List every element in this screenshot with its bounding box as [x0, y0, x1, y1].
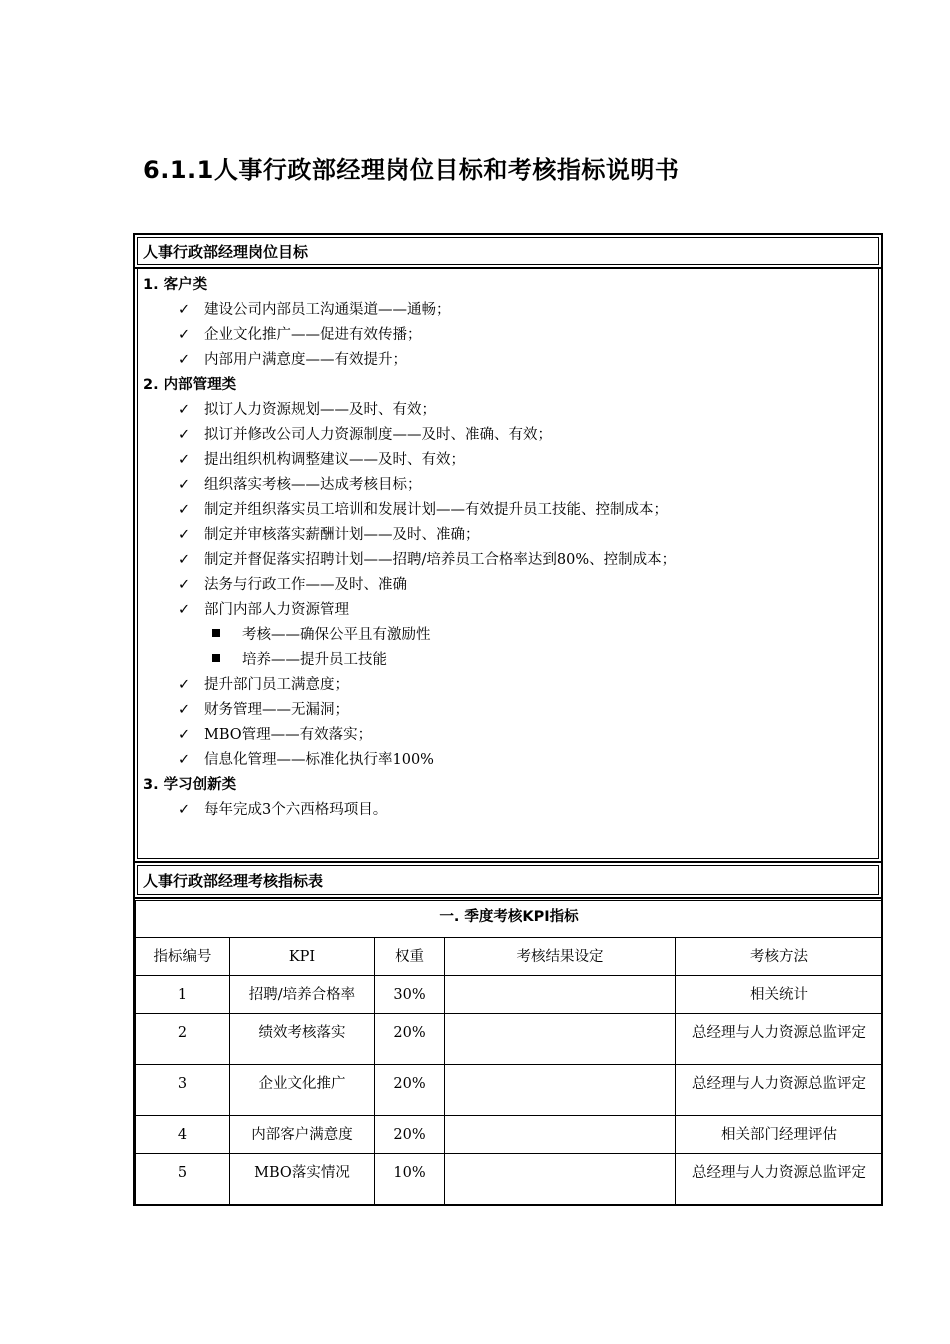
- list-item: ✓ 组织落实考核——达成考核目标；: [178, 477, 422, 493]
- table-row: [136, 1014, 883, 1065]
- kpi-subheader: 一. 季度考核KPI指标: [136, 901, 883, 938]
- list-item: ✓ 建设公司内部员工沟通渠道——通畅；: [178, 302, 451, 318]
- list-item: ✓ MBO管理——有效落实；: [178, 727, 373, 743]
- table-cell: 内部客户满意度: [230, 1116, 375, 1154]
- check-icon: ✓: [178, 427, 191, 443]
- check-icon: ✓: [178, 402, 191, 418]
- goals-header-box: [133, 233, 883, 269]
- table-cell: 20%: [375, 1014, 445, 1065]
- table-cell: [445, 1154, 676, 1205]
- list-item: ✓ 企业文化推广——促进有效传播；: [178, 327, 422, 343]
- list-item: ✓ 部门内部人力资源管理: [178, 602, 349, 618]
- table-row: [136, 1065, 883, 1116]
- kpi-table: [135, 900, 883, 1205]
- list-item: ✓ 提出组织机构调整建议——及时、有效；: [178, 452, 465, 468]
- list-item: ✓ 制定并督促落实招聘计划——招聘/培养员工合格率达到80%、控制成本；: [178, 552, 677, 568]
- goals-header: 人事行政部经理岗位目标: [143, 243, 309, 261]
- category-label: 2. 内部管理类: [143, 377, 237, 393]
- table-cell: 企业文化推广: [230, 1065, 375, 1116]
- list-item: ✓ 制定并审核落实薪酬计划——及时、准确；: [178, 527, 480, 543]
- column-header: 指标编号: [136, 938, 230, 976]
- table-cell: 总经理与人力资源总监评定: [676, 1014, 883, 1065]
- column-header: KPI: [230, 938, 375, 976]
- list-item: ✓ 每年完成3个六西格玛项目。: [178, 802, 388, 818]
- table-cell: 5: [136, 1154, 230, 1205]
- page-title: 6.1.1人事行政部经理岗位目标和考核指标说明书: [143, 156, 680, 184]
- list-item: ✓ 财务管理——无漏洞；: [178, 702, 349, 718]
- table-cell: 3: [136, 1065, 230, 1116]
- table-cell: 相关部门经理评估: [676, 1116, 883, 1154]
- table-cell: 10%: [375, 1154, 445, 1205]
- table-cell: [445, 1116, 676, 1154]
- list-item: ✓ 拟订并修改公司人力资源制度——及时、准确、有效；: [178, 427, 552, 443]
- check-icon: ✓: [178, 577, 191, 593]
- sub-list-item: 培养——提升员工技能: [212, 648, 387, 669]
- list-item: ✓ 拟订人力资源规划——及时、有效；: [178, 402, 436, 418]
- column-header: 考核方法: [676, 938, 883, 976]
- list-item: ✓ 内部用户满意度——有效提升；: [178, 352, 407, 368]
- table-cell: 总经理与人力资源总监评定: [676, 1154, 883, 1205]
- check-icon: ✓: [178, 302, 191, 318]
- check-icon: ✓: [178, 552, 191, 568]
- check-icon: ✓: [178, 327, 191, 343]
- check-icon: ✓: [178, 702, 191, 718]
- list-item: ✓ 制定并组织落实员工培训和发展计划——有效提升员工技能、控制成本；: [178, 502, 668, 518]
- category-label: 3. 学习创新类: [143, 777, 237, 793]
- list-item: ✓ 提升部门员工满意度；: [178, 677, 349, 693]
- square-bullet-icon: [212, 629, 220, 637]
- table-row: [136, 1116, 883, 1154]
- table-row: [136, 976, 883, 1014]
- table-cell: 4: [136, 1116, 230, 1154]
- check-icon: ✓: [178, 527, 191, 543]
- table-header-row: [136, 938, 883, 976]
- table-cell: 30%: [375, 976, 445, 1014]
- check-icon: ✓: [178, 502, 191, 518]
- check-icon: ✓: [178, 752, 191, 768]
- check-icon: ✓: [178, 677, 191, 693]
- kpi-header: 人事行政部经理考核指标表: [143, 872, 324, 890]
- column-header: 权重: [375, 938, 445, 976]
- list-item: ✓ 法务与行政工作——及时、准确: [178, 577, 407, 593]
- table-cell: 绩效考核落实: [230, 1014, 375, 1065]
- table-cell: 招聘/培养合格率: [230, 976, 375, 1014]
- table-cell: 20%: [375, 1065, 445, 1116]
- table-row: [136, 1154, 883, 1205]
- table-cell: 相关统计: [676, 976, 883, 1014]
- table-cell: 2: [136, 1014, 230, 1065]
- check-icon: ✓: [178, 477, 191, 493]
- check-icon: ✓: [178, 452, 191, 468]
- table-cell: MBO落实情况: [230, 1154, 375, 1205]
- check-icon: ✓: [178, 602, 191, 618]
- list-item: ✓ 信息化管理——标准化执行率100%: [178, 752, 434, 768]
- category-label: 1. 客户类: [143, 277, 208, 293]
- check-icon: ✓: [178, 727, 191, 743]
- kpi-header-box: [133, 861, 883, 899]
- square-bullet-icon: [212, 654, 220, 662]
- check-icon: ✓: [178, 352, 191, 368]
- sub-list-item: 考核——确保公平且有激励性: [212, 623, 431, 644]
- table-cell: 总经理与人力资源总监评定: [676, 1065, 883, 1116]
- table-cell: 20%: [375, 1116, 445, 1154]
- check-icon: ✓: [178, 802, 191, 818]
- table-cell: [445, 1014, 676, 1065]
- table-cell: [445, 1065, 676, 1116]
- column-header: 考核结果设定: [445, 938, 676, 976]
- table-cell: 1: [136, 976, 230, 1014]
- table-cell: [445, 976, 676, 1014]
